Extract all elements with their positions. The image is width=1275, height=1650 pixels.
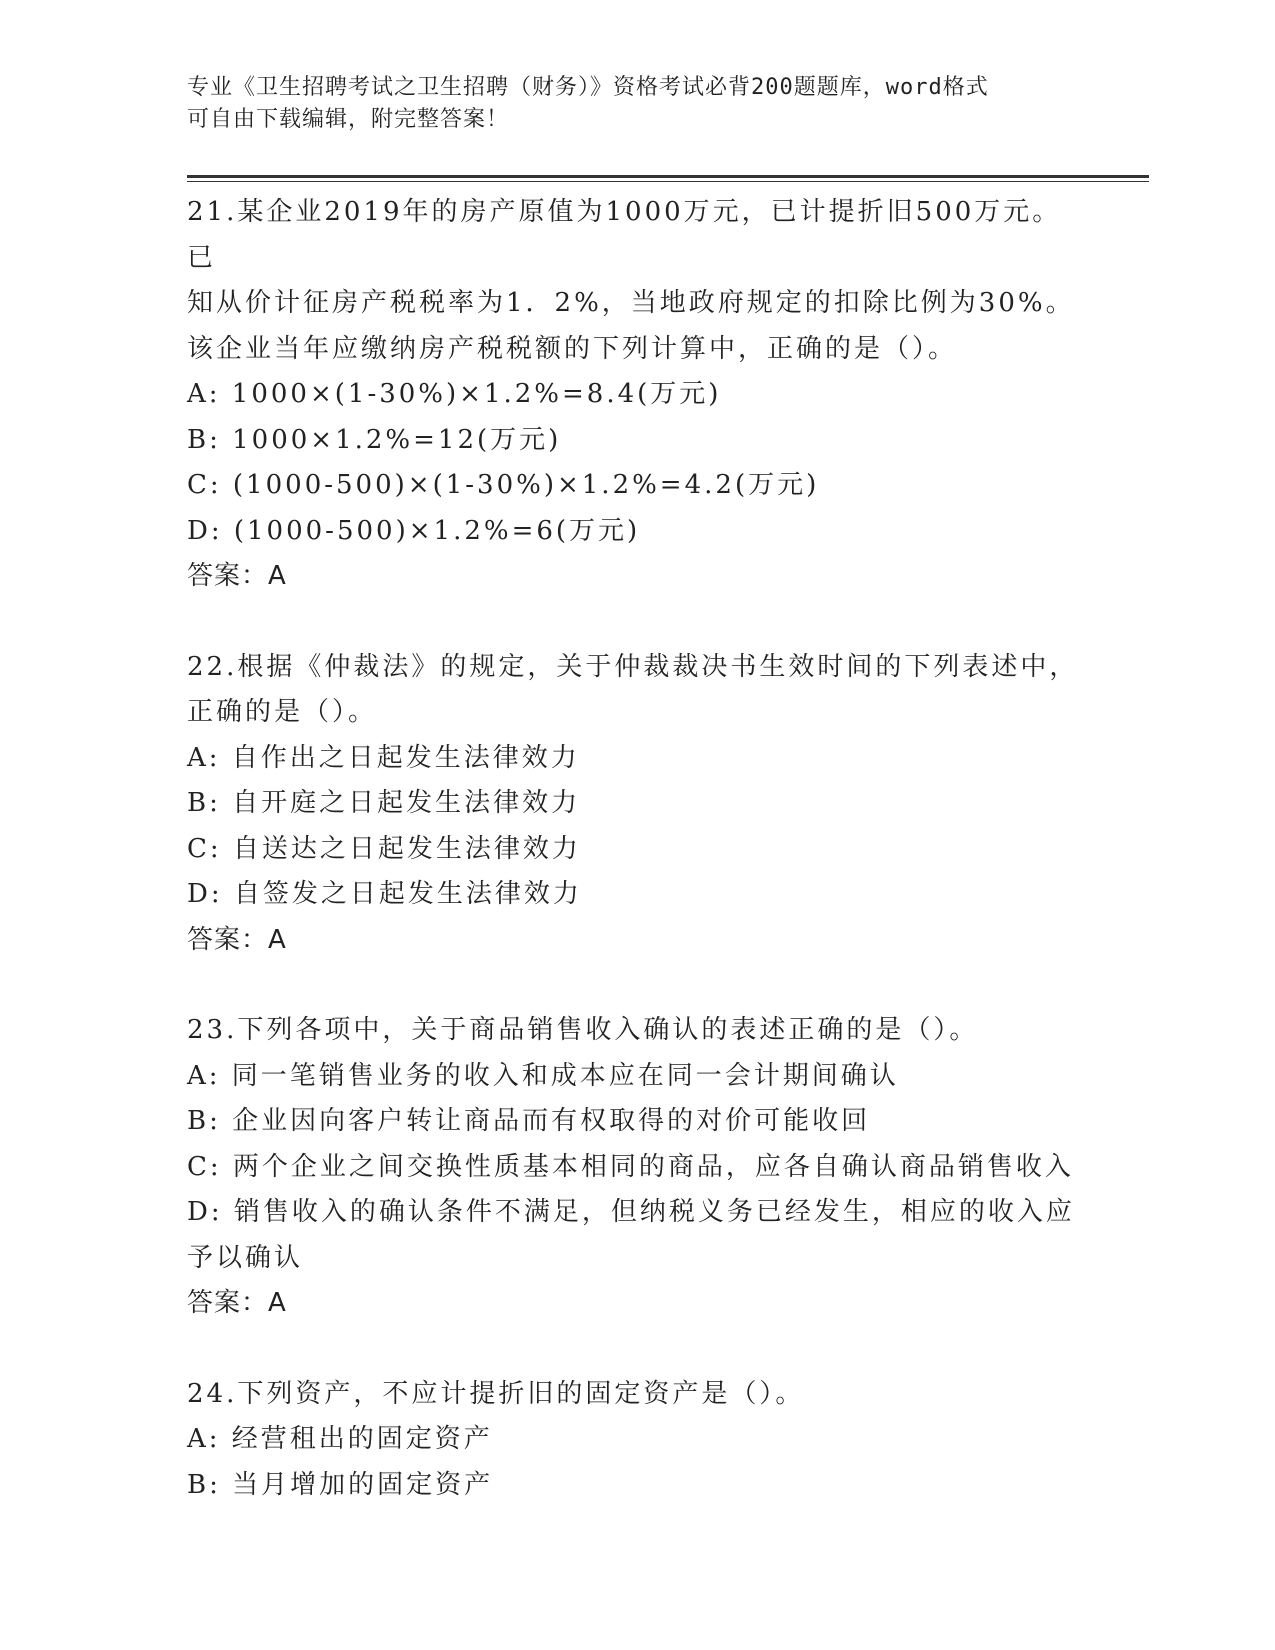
option-b: B: 1000×1.2%=12(万元)	[187, 424, 562, 455]
question-23	[187, 1008, 1087, 1327]
option-a: A: 1000×(1-30%)×1.2%=8.4(万元)	[187, 379, 722, 409]
option-a: A: 自作出之日起发生法律效力	[187, 742, 580, 773]
header-line-1: 专业《卫生招聘考试之卫生招聘（财务）》资格考试必背200题题库，word格式	[187, 75, 989, 100]
option-c: C: 两个企业之间交换性质基本相同的商品，应各自确认商品销售收入	[187, 1151, 1074, 1182]
header-divider-thin	[187, 181, 1149, 182]
header-divider-thick	[187, 175, 1149, 178]
question-stem-line: 该企业当年应缴纳房产税税额的下列计算中，正确的是（）。	[187, 333, 958, 364]
option-d: D: (1000-500)×1.2%=6(万元)	[187, 515, 641, 546]
question-stem-line: 23.下列各项中，关于商品销售收入确认的表述正确的是（）。	[187, 1015, 979, 1045]
option-a: A: 经营租出的固定资产	[187, 1424, 493, 1454]
option-c: C: (1000-500)×(1-30%)×1.2%=4.2(万元)	[187, 470, 820, 500]
header-line-2: 可自由下载编辑，附完整答案！	[187, 107, 510, 132]
question-24	[187, 1372, 1087, 1509]
question-stem-line: 正确的是（）。	[187, 697, 378, 727]
answer-label: 答案：A	[187, 1288, 287, 1318]
option-d: D: 自签发之日起发生法律效力	[187, 879, 582, 909]
option-b: B: 当月增加的固定资产	[187, 1469, 494, 1500]
question-list	[187, 190, 1087, 1553]
question-stem-line: 21.某企业2019年的房产原值为1000万元，已计提折旧500万元。已	[187, 197, 1062, 273]
option-d: D: 销售收入的确认条件不满足，但纳税义务已经发生，相应的收入应	[187, 1197, 1075, 1227]
option-a: A: 同一笔销售业务的收入和成本应在同一会计期间确认	[187, 1060, 899, 1091]
option-b: B: 自开庭之日起发生法律效力	[187, 788, 581, 818]
answer-label: 答案：A	[187, 924, 287, 955]
option-b: B: 企业因向客户转让商品而有权取得的对价可能收回	[187, 1106, 871, 1136]
question-stem-line: 22.根据《仲裁法》的规定，关于仲裁裁决书生效时间的下列表述中，	[187, 651, 1079, 682]
document-header	[187, 72, 1067, 136]
question-stem-line: 24.下列资产，不应计提折旧的固定资产是（）。	[187, 1378, 805, 1409]
option-c: C: 自送达之日起发生法律效力	[187, 833, 581, 864]
option-d-continued: 予以确认	[187, 1242, 304, 1273]
question-21	[187, 190, 1087, 600]
answer-label: 答案：A	[187, 561, 287, 591]
question-22	[187, 645, 1087, 964]
question-stem-line: 知从价计征房产税税率为1．2%，当地政府规定的扣除比例为30%。	[187, 288, 1075, 318]
